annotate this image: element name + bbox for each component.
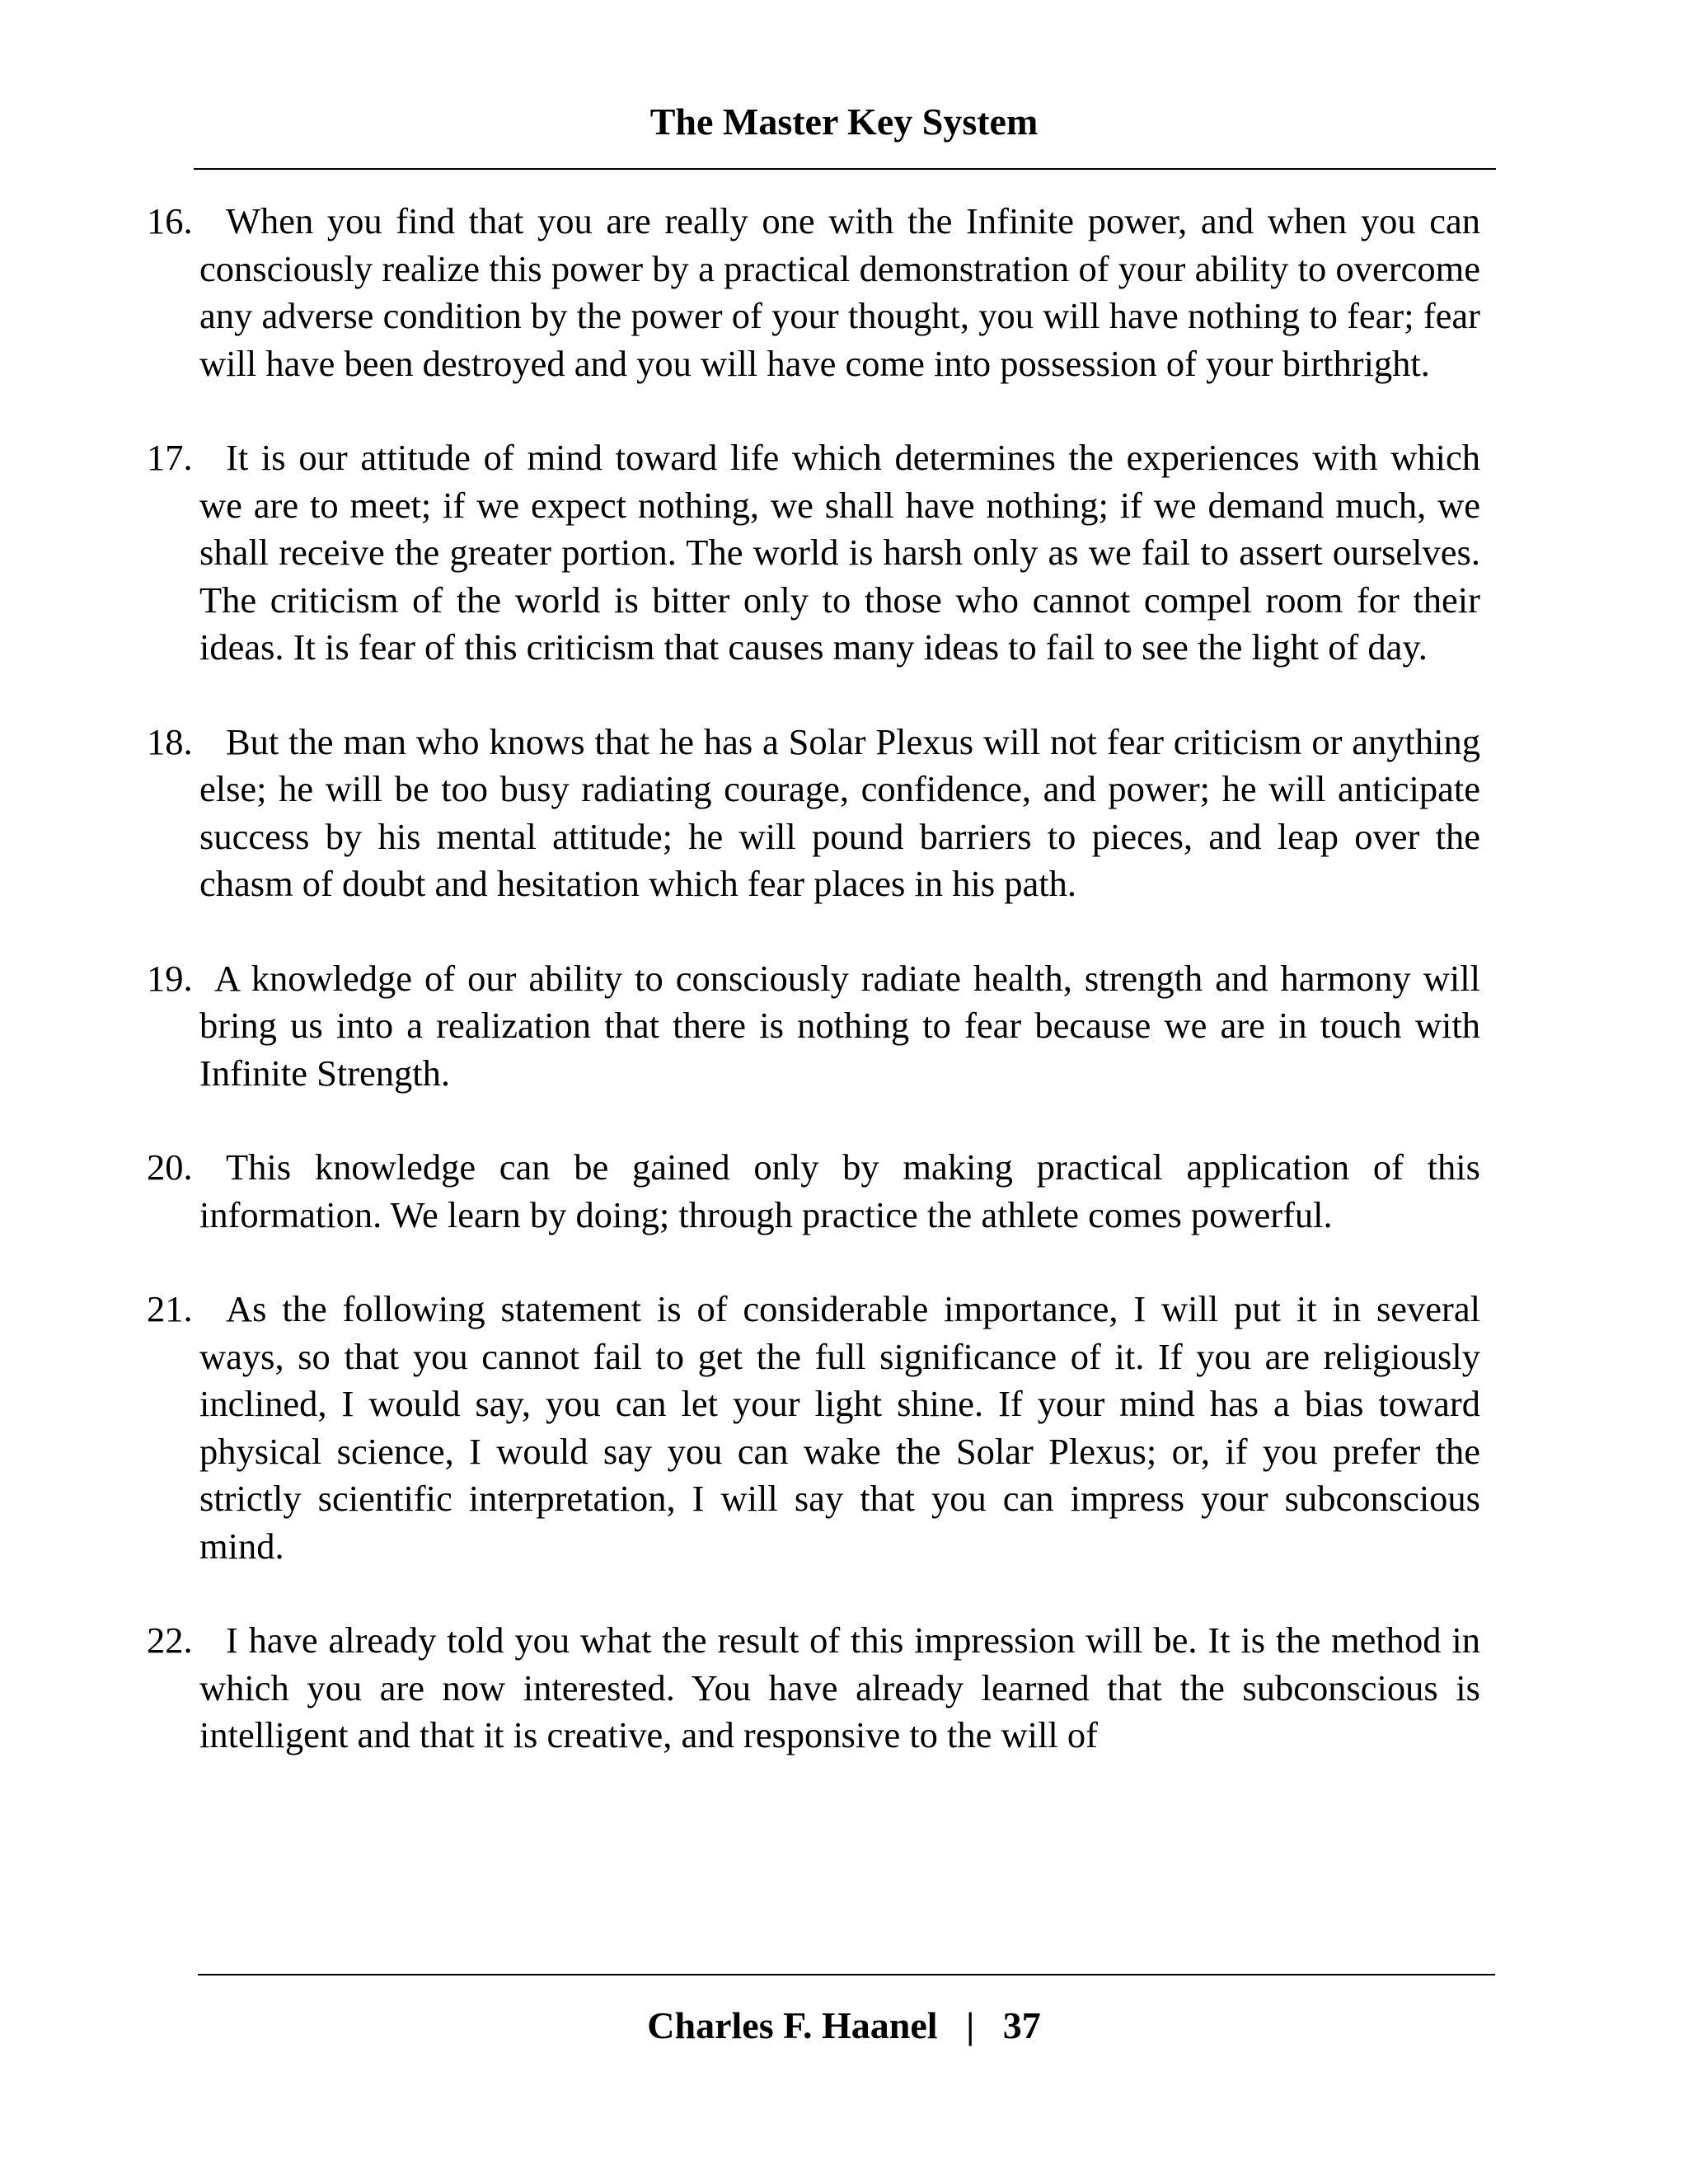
paragraph-text: When you find that you are really one with the Infinite power, and when you can consciously realize this power by a practical demonstration of your ability to overcome any adverse condition by the power of your thought, you will have nothing to fear; fear will have been destroyed and you will have come into possession of your birthright. (199, 200, 1480, 384)
numbered-paragraph-21 (147, 1286, 1480, 1570)
numbered-paragraph-19 (147, 955, 1480, 1098)
numbered-paragraph-22 (147, 1617, 1480, 1760)
paragraph-number: 16. (147, 200, 193, 241)
paragraph-text: A knowledge of our ability to consciously radiate health, strength and harmony will bring us into a realization that there is nothing to fear because we are in touch with Infinite Strength. (199, 957, 1480, 1094)
footer-rule (198, 1974, 1495, 1975)
numbered-paragraph-17 (147, 434, 1480, 672)
header-rule (194, 168, 1496, 170)
paragraph-number: 17. (147, 437, 193, 478)
page-number: 37 (1002, 2004, 1041, 2046)
footer-separator: | (966, 2004, 975, 2046)
numbered-paragraph-18 (147, 719, 1480, 908)
numbered-paragraph-20 (147, 1144, 1480, 1239)
paragraph-number: 22. (147, 1619, 193, 1661)
numbered-paragraph-16 (147, 198, 1480, 387)
paragraph-text: I have already told you what the result of this impression will be. It is the method in which you are now interested. You have already learned that the subconscious is intelligent and that it is creative, and responsive to the will of (199, 1619, 1480, 1755)
paragraph-text: This knowledge can be gained only by making practical application of this information. We learn by doing; through practice the athlete comes powerful. (199, 1146, 1480, 1235)
body-text (147, 198, 1480, 1807)
paragraph-text: It is our attitude of mind toward life which determines the experiences with which we are to meet; if we expect nothing, we shall have nothing; if we demand much, we shall receive the greater portion. The world is harsh only as we fail to assert ourselves. The criticism of the world is bitter only to those who cannot compel room for their ideas. It is fear of this criticism that causes many ideas to fail to see the light of day. (199, 437, 1480, 668)
running-header-title: The Master Key System (649, 101, 1039, 143)
paragraph-number: 18. (147, 720, 193, 762)
footer-author: Charles F. Haanel (647, 2004, 938, 2046)
paragraph-number: 19. (147, 957, 193, 999)
paragraph-number: 20. (147, 1146, 193, 1188)
paragraph-text: But the man who knows that he has a Solar Plexus will not fear criticism or anything else; he will be too busy radiating courage, confidence, and power; he will anticipate success by his mental attitude; he will pound barriers to pieces, and leap over the chasm of doubt and hesitation which fear places in his path. (199, 720, 1480, 904)
running-footer (0, 2001, 1688, 2050)
paragraph-number: 21. (147, 1288, 193, 1329)
paragraph-text: As the following statement is of considerable importance, I will put it in several ways, so that you cannot fail to get the full significance of it. If you are religiously inclined, I would say, you can let your light shine. If your mind has a bias toward physical science, I would say you can wake the Solar Plexus; or, if you prefer the strictly scientific interpretation, I will say that you can impress your subconscious mind. (199, 1288, 1480, 1567)
